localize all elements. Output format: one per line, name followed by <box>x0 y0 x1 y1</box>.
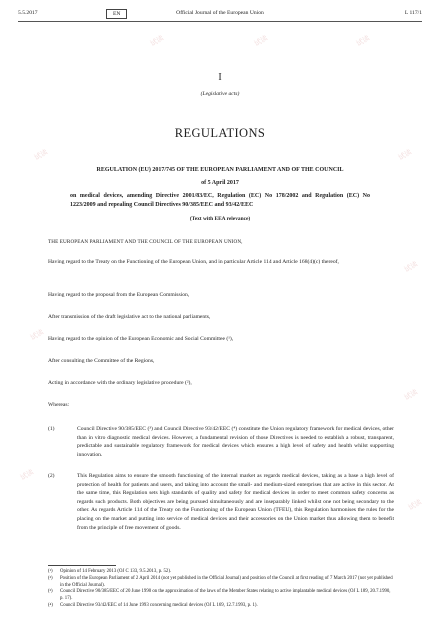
section-subtitle: (Legislative acts) <box>200 91 240 97</box>
watermark: 试读 <box>354 34 372 48</box>
citation-opinion: Having regard to the opinion of the European Economic and Social Committee (¹), <box>48 336 234 342</box>
watermark: 试读 <box>396 148 414 162</box>
section-number: I <box>218 72 222 83</box>
footnote <box>48 603 394 610</box>
watermark: 试读 <box>18 468 36 482</box>
footnote-mark: (³) <box>48 589 53 595</box>
footnote-text: Council Directive 90/385/EEC of 20 June 1990 on the approximation of the laws of the Member States relating to active implantable medical devices (OJ L 189, 20.7.1990, p. 17). <box>60 589 391 602</box>
header-rule <box>18 21 422 22</box>
recital <box>48 425 394 459</box>
page-reference: L 117/1 <box>404 10 422 16</box>
regulation-date: of 5 April 2017 <box>201 180 239 186</box>
watermark: 试读 <box>402 260 420 274</box>
watermark: 试读 <box>252 34 270 48</box>
eea-relevance: (Text with EEA relevance) <box>189 216 251 222</box>
journal-title: Official Journal of the European Union <box>176 10 264 16</box>
enacting-bodies: THE EUROPEAN PARLIAMENT AND THE COUNCIL OF THE EUROPEAN UNION, <box>48 239 243 245</box>
footnote <box>48 576 394 590</box>
section-title: REGULATIONS <box>174 126 266 140</box>
footnote-mark: (¹) <box>48 569 53 574</box>
journal-header <box>18 8 422 20</box>
citation-treaty: Having regard to the Treaty on the Functioning of the European Union, and in particular Article 114 and Article 168(4)(c) thereof, <box>48 259 339 265</box>
whereas-label: Whereas: <box>48 402 70 408</box>
citation-consulting: After consulting the Committee of the Regions, <box>48 358 155 364</box>
citation-proposal: Having regard to the proposal from the European Commission, <box>48 292 190 298</box>
recital-text: Council Directive 90/385/EEC (³) and Council Directive 93/42/EEC (⁴) constitute the Union regulatory framework for medical devices, other than in vitro diagnostic medical devices. However, a fundamental revision of those Directives is needed to establish a robust, transparent, predictable and sustainable regulatory framework for medical devices which ensures a high level of safety and health whilst supporting innovation. <box>77 426 394 458</box>
regulation-subject: on medical devices, amending Directive 2001/83/EC, Regulation (EC) No 178/2002 and Regulation (EC) No 1223/2009 and repealing Council Directives 90/385/EEC and 93/42/EEC <box>70 193 370 209</box>
watermark: 试读 <box>32 148 50 162</box>
citation-procedure: Acting in accordance with the ordinary legislative procedure (²), <box>48 380 192 386</box>
footnote-text: Opinion of 14 February 2013 (OJ C 133, 9.5.2013, p. 52). <box>60 569 172 574</box>
footnotes <box>48 569 394 610</box>
footnote <box>48 569 394 576</box>
footnote-text: Position of the European Parliament of 2 April 2014 (not yet published in the Official Journal) and position of the Council at first reading of 7 March 2017 (not yet published in the Official Journal). <box>60 575 393 588</box>
watermark: 试读 <box>148 34 166 48</box>
regulation-title: REGULATION (EU) 2017/745 OF THE EUROPEAN PARLIAMENT AND OF THE COUNCIL <box>96 167 344 173</box>
footnote-text: Council Directive 93/42/EEC of 14 June 1993 concerning medical devices (OJ L 169, 12.7.1993, p. 1). <box>60 602 258 608</box>
recital-text: This Regulation aims to ensure the smooth functioning of the internal market as regards medical devices, taking as a base a high level of protection of health for patients and users, and taking into account the small- and medium-sized enterprises that are active in this sector. At the same time, this Regulation sets high standards of quality and safety for medical devices in order to meet common safety concerns as regards such products. Both objectives are being pursued simultaneously and are inseparably linked whilst one not being secondary to the other. As regards Article 114 of the Treaty on the Functioning of the European Union (TFEU), this Regulation harmonises the rules for the placing on the market and putting into service of medical devices and their accessories on the Union market thus allowing them to benefit from the principle of free movement of goods. <box>77 473 394 531</box>
footnote-mark: (²) <box>48 575 53 581</box>
recital-number: (2) <box>48 473 55 479</box>
watermark: 试读 <box>28 328 46 342</box>
watermark: 试读 <box>406 498 424 512</box>
recital-number: (1) <box>48 426 55 432</box>
publication-date: 5.5.2017 <box>18 10 38 16</box>
language-badge: EN <box>106 9 127 19</box>
footnote-rule <box>48 565 116 566</box>
footnote <box>48 589 394 603</box>
citation-transmission: After transmission of the draft legislative act to the national parliaments, <box>48 314 211 320</box>
recital <box>48 472 394 532</box>
footnote-mark: (⁴) <box>48 602 53 608</box>
watermark: 试读 <box>402 388 420 402</box>
